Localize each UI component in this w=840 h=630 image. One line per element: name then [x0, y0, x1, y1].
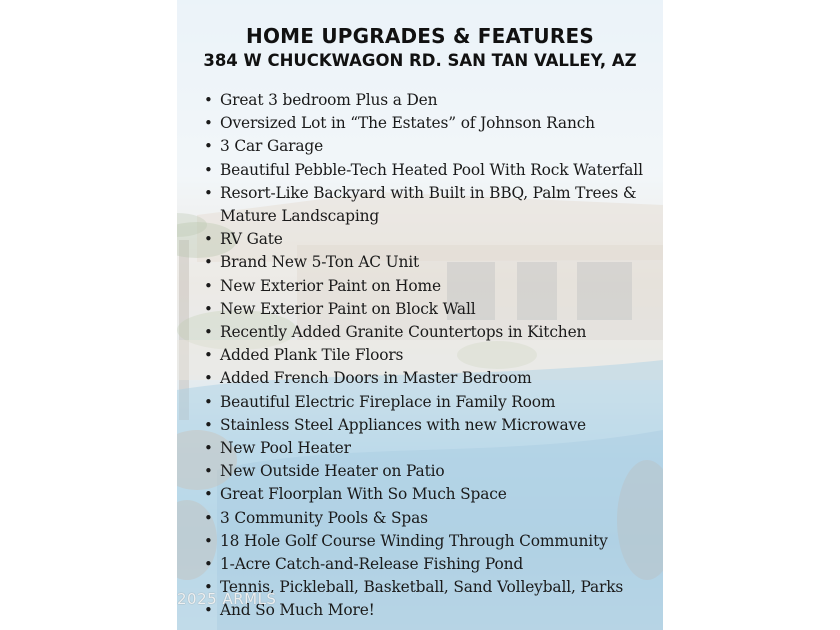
feature-list-item: • Oversized Lot in “The Estates” of Johnson Ranch: [202, 112, 657, 135]
feature-list-item: • Added Plank Tile Floors: [202, 344, 657, 367]
feature-list-item: • Beautiful Electric Fireplace in Family Room: [202, 391, 657, 414]
feature-list-item: • New Exterior Paint on Block Wall: [202, 298, 657, 321]
feature-list-item: • New Exterior Paint on Home: [202, 275, 657, 298]
feature-flyer: [177, 0, 663, 630]
feature-list-item: • RV Gate: [202, 228, 657, 251]
feature-list-item: Mature Landscaping: [220, 207, 380, 226]
feature-list-item: • New Pool Heater: [202, 437, 657, 460]
feature-list: [202, 89, 657, 623]
armls-watermark: 2025 ARMLS: [177, 590, 277, 608]
feature-list-item: • Great 3 bedroom Plus a Den: [202, 89, 657, 112]
feature-list-item: • Resort-Like Backyard with Built in BBQ, Palm Trees &: [202, 182, 657, 205]
page-title: HOME UPGRADES & FEATURES: [246, 24, 594, 48]
feature-list-item: • 1-Acre Catch-and-Release Fishing Pond: [202, 553, 657, 576]
feature-list-item: • And So Much More!: [202, 599, 657, 622]
feature-list-item: • Beautiful Pebble-Tech Heated Pool With Rock Waterfall: [202, 159, 657, 182]
feature-list-item: • Stainless Steel Appliances with new Microwave: [202, 414, 657, 437]
feature-list-item: • Added French Doors in Master Bedroom: [202, 367, 657, 390]
feature-list-item: • 18 Hole Golf Course Winding Through Community: [202, 530, 657, 553]
feature-list-item: • Brand New 5-Ton AC Unit: [202, 251, 657, 274]
feature-list-item: • 3 Community Pools & Spas: [202, 507, 657, 530]
feature-list-item: • Tennis, Pickleball, Basketball, Sand Volleyball, Parks: [202, 576, 657, 599]
property-address: 384 W CHUCKWAGON RD. SAN TAN VALLEY, AZ: [203, 51, 637, 70]
flyer-content: [177, 0, 663, 630]
feature-list-item: • New Outside Heater on Patio: [202, 460, 657, 483]
feature-list-item: • Recently Added Granite Countertops in Kitchen: [202, 321, 657, 344]
feature-list-item: • Great Floorplan With So Much Space: [202, 483, 657, 506]
feature-list-item: • 3 Car Garage: [202, 135, 657, 158]
